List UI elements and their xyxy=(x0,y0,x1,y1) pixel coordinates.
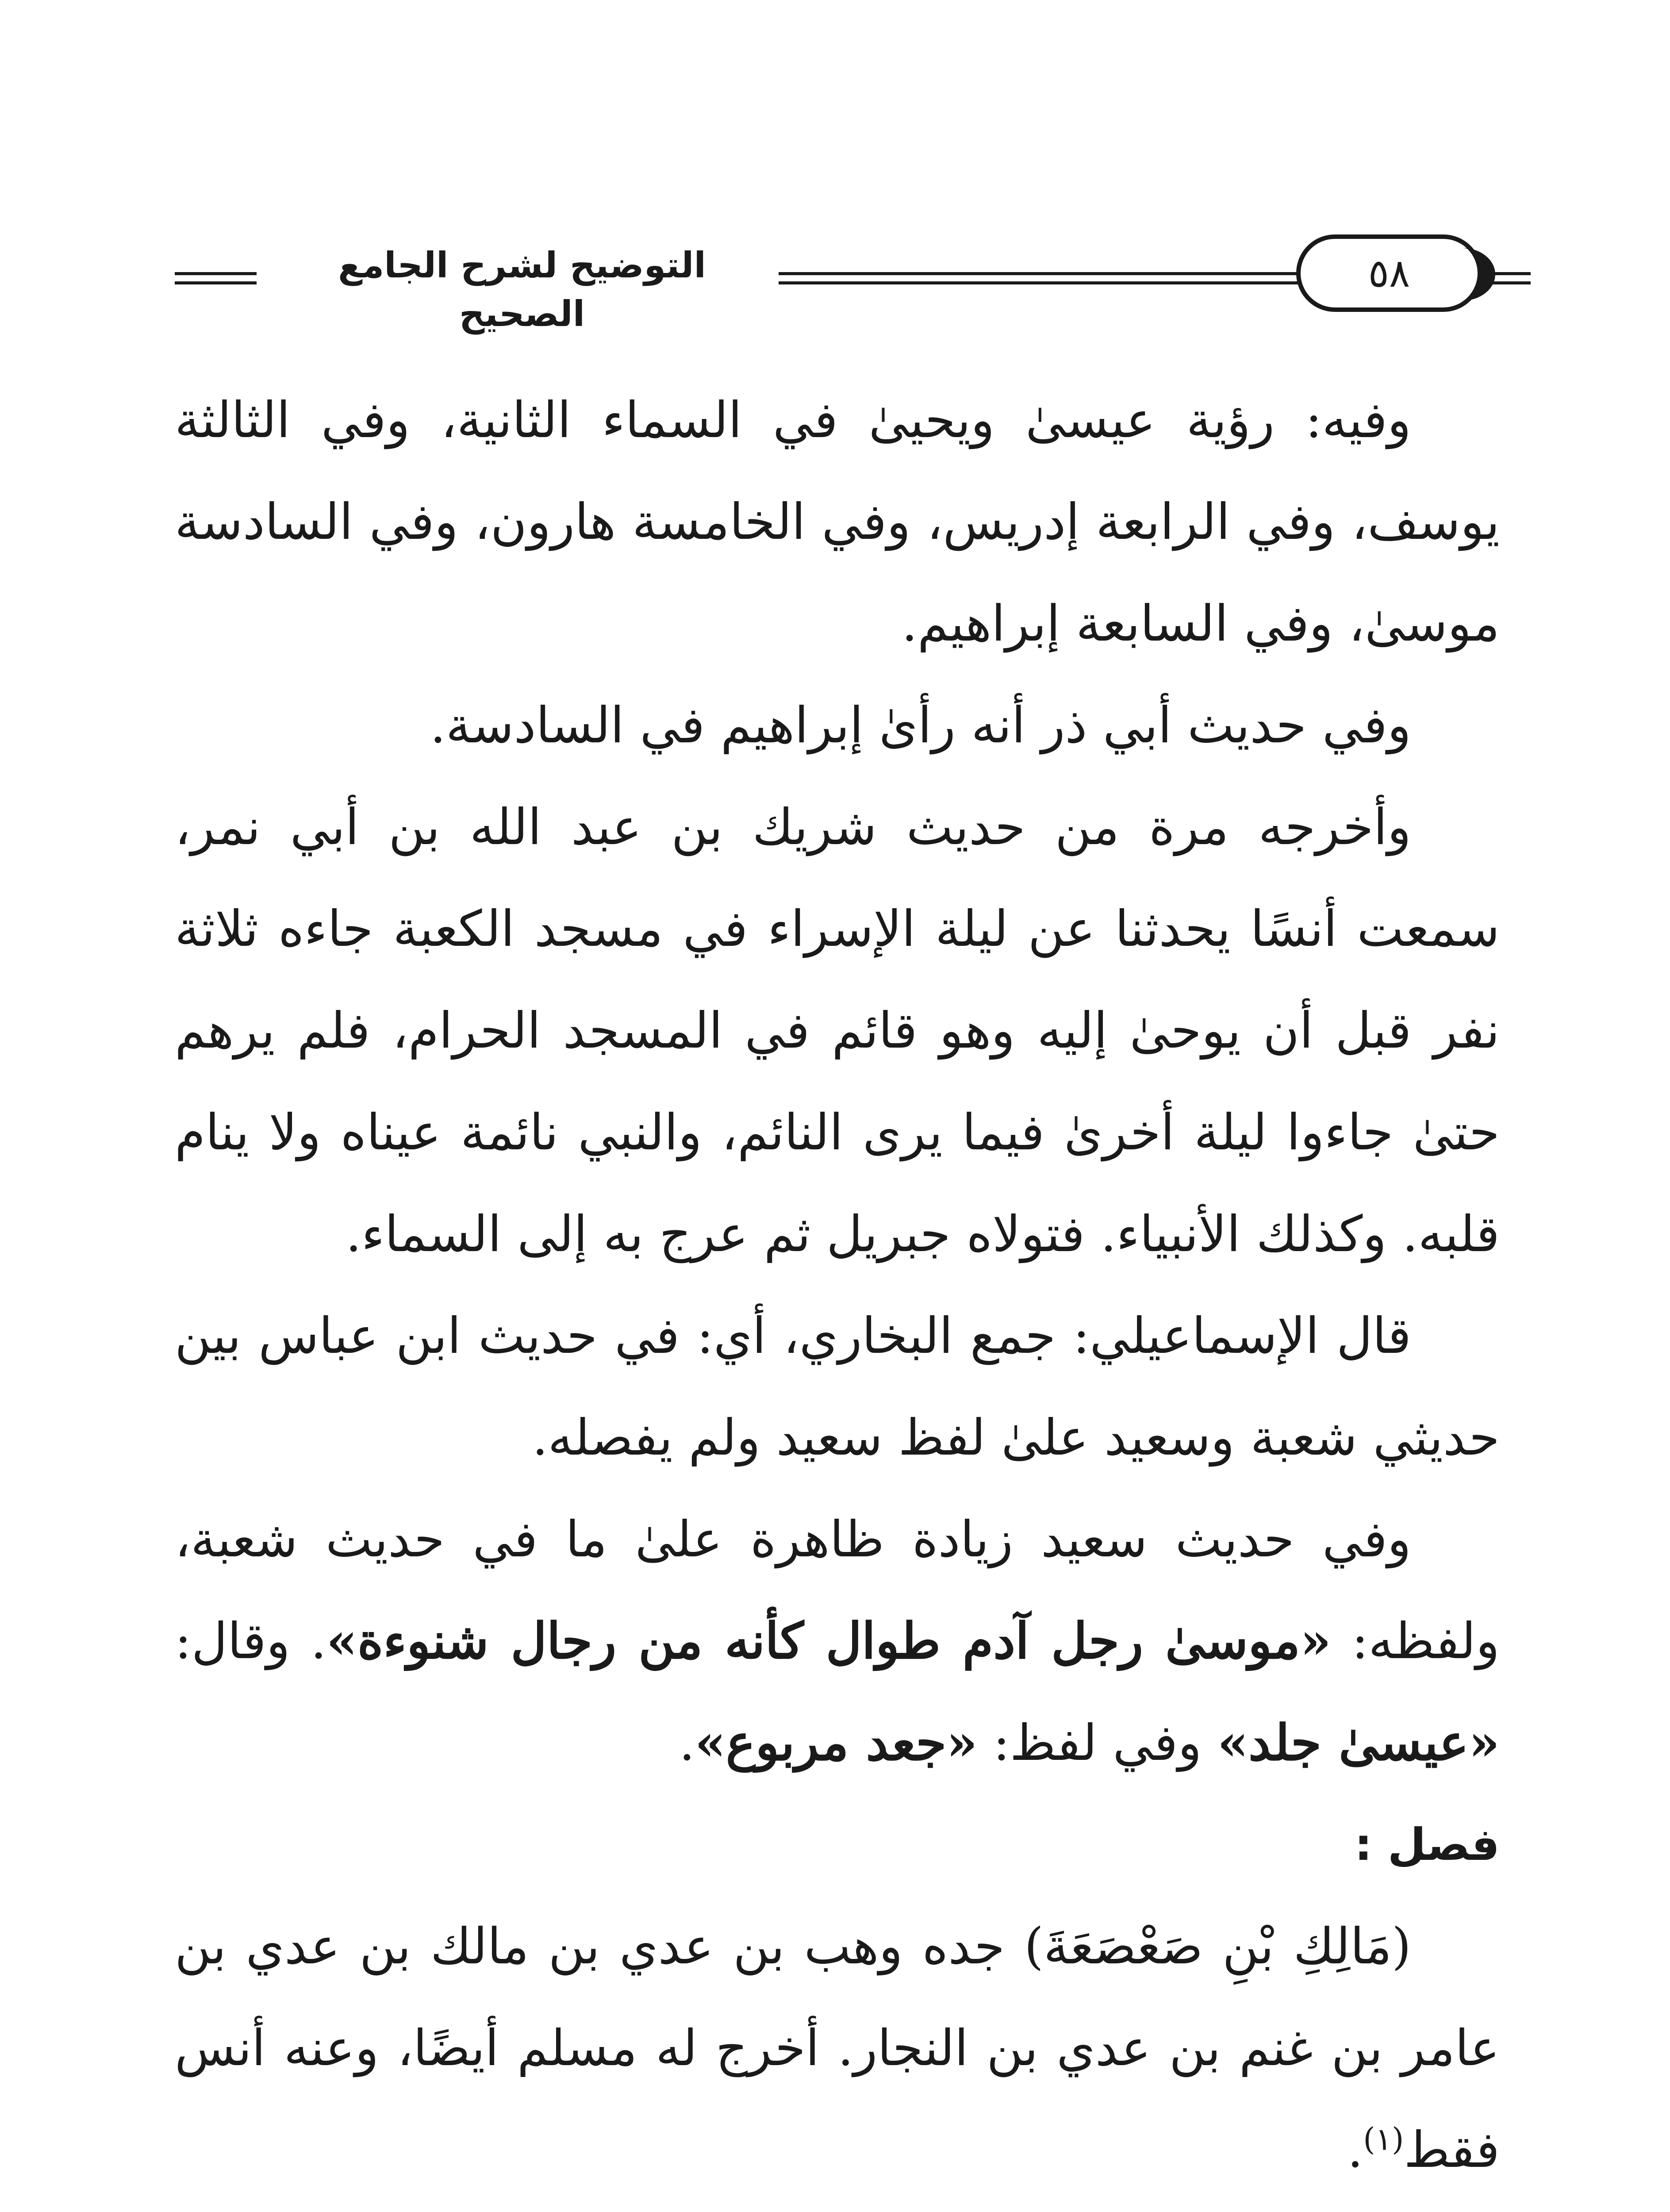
paragraph-5-part-4: . xyxy=(679,1714,695,1772)
header-rule-right xyxy=(1491,272,1531,284)
paragraph-5-part-2: . وقال: xyxy=(175,1613,326,1670)
paragraph-5-part-1: وفي حديث سعيد زيادة ظاهرة علىٰ ما في حديث شعبة، ولفظه: xyxy=(175,1511,1500,1670)
quote-musa: «موسىٰ رجل آدم طوال كأنه من رجال شنوءة» xyxy=(326,1612,1332,1670)
paragraph-6-end: . xyxy=(1347,2121,1363,2179)
header-rule-left xyxy=(175,272,257,284)
section-heading: فصل : xyxy=(1354,1819,1500,1870)
paragraph-5 xyxy=(175,1489,1500,1794)
paragraph-6 xyxy=(175,1896,1500,2201)
quote-jaad: «جعد مربوع» xyxy=(695,1714,978,1772)
paragraph-2: وفي حديث أبي ذر أنه رأىٰ إبراهيم في السادسة. xyxy=(430,697,1411,754)
paragraph-5-part-3: وفي لفظ: xyxy=(993,1714,1202,1772)
paragraph-4: قال الإسماعيلي: جمع البخاري، أي: في حديث ابن عباس بين حديثي شعبة وسعيد علىٰ لفظ سعيد ولم يفصله. xyxy=(175,1307,1500,1467)
quote-isa: «عيسىٰ جلد» xyxy=(1217,1714,1500,1772)
main-text xyxy=(175,369,1500,2212)
paragraph-1: وفيه: رؤية عيسىٰ ويحيىٰ في السماء الثانية، وفي الثالثة يوسف، وفي الرابعة إدريس، وفي الخامسة هارون، وفي السادسة موسىٰ، وفي السابعة إبراهيم. xyxy=(175,392,1500,653)
paragraph-3: وأخرجه مرة من حديث شريك بن عبد الله بن أبي نمر، سمعت أنسًا يحدثنا عن ليلة الإسراء في مسجد الكعبة جاءه ثلاثة نفر قبل أن يوحىٰ إليه وهو قائم في المسجد الحرام، فلم يرهم حتىٰ جاءوا ليلة أخرىٰ فيما يرى النائم، والنبي نائمة عيناه ولا ينام قلبه. وكذلك الأنبياء. فتولاه جبريل ثم عرج به إلى السماء. xyxy=(175,799,1500,1263)
page-number: ٥٨ xyxy=(1368,250,1410,296)
header-rule-middle xyxy=(779,272,1301,284)
running-title: التوضيح لشرح الجامع الصحيح xyxy=(338,245,706,334)
page-header xyxy=(0,0,1670,380)
paragraph-7 xyxy=(175,2201,1500,2212)
paragraph-6-text: (مَالِكِ بْنِ صَعْصَعَةَ) جده وهب بن عدي بن مالك بن عدي بن عامر بن غنم بن عدي بن النجار. أخرج له مسلم أيضًا، وعنه أنس فقط xyxy=(175,1918,1500,2179)
page-number-badge xyxy=(1296,234,1482,312)
footnote-reference[interactable]: (١) xyxy=(1363,2121,1404,2158)
